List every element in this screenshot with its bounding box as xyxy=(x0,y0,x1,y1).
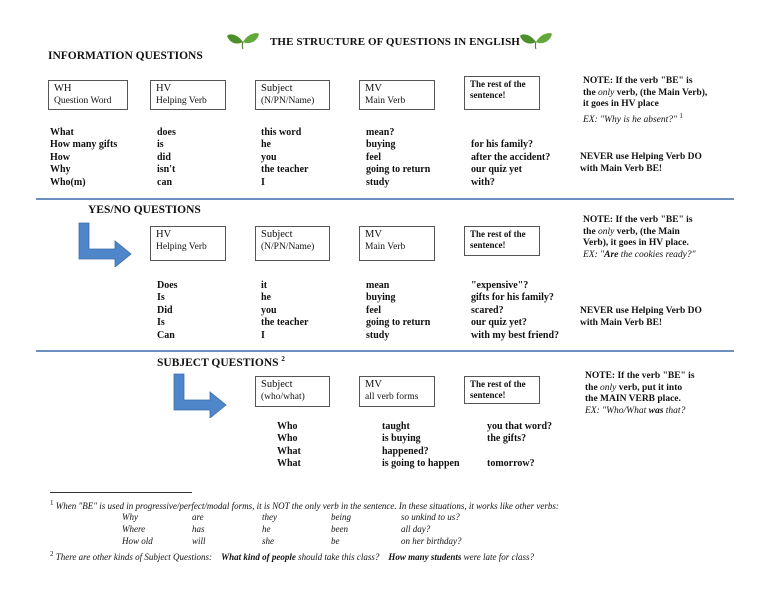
yesno-col-hv xyxy=(157,280,178,342)
subject-box-rest: The rest of the sentence! xyxy=(464,376,540,404)
info-never-note: NEVER use Helping Verb DO with Main Verb BE! xyxy=(580,152,702,174)
table-cell: How xyxy=(50,151,70,163)
subject-col-subject xyxy=(277,421,301,471)
table-cell: tomorrow? xyxy=(487,458,535,470)
subject-note: NOTE: If the verb "BE" is the only verb, put it into the MAIN VERB place. EX: "Who/What was that? xyxy=(585,371,695,416)
subject-box-subject: Subject (who/what) xyxy=(255,376,330,407)
table-cell: is going to happen xyxy=(382,458,460,470)
info-col-subject xyxy=(261,127,308,189)
info-box-wh: WH Question Word xyxy=(48,80,128,110)
table-cell: the teacher xyxy=(261,317,309,329)
yesno-note: NOTE: If the verb "BE" is the only verb, (the Main Verb), it goes in HV place. EX: "Are the cookies ready?" xyxy=(583,215,696,260)
table-cell: our quiz yet xyxy=(471,164,522,176)
yesno-box-hv: HV Helping Verb xyxy=(150,226,226,261)
example-cell: he xyxy=(262,524,271,534)
info-box-subject: Subject (N/PN/Name) xyxy=(255,80,330,110)
example-cell: they xyxy=(262,512,277,522)
table-cell: buying xyxy=(366,292,396,304)
example-cell: How old xyxy=(122,536,153,546)
yesno-col-rest xyxy=(471,280,559,342)
table-cell: Why xyxy=(50,164,71,176)
example-cell: been xyxy=(331,524,348,534)
table-cell: isn't xyxy=(157,164,176,176)
example-cell: be xyxy=(331,536,340,546)
table-cell: feel xyxy=(366,304,381,316)
table-cell: Who xyxy=(277,421,298,432)
leaf-decoration-right-icon xyxy=(519,30,553,50)
example-cell: so unkind to us? xyxy=(401,512,460,522)
table-cell: you xyxy=(261,304,277,316)
example-cell: she xyxy=(262,536,274,546)
table-cell: study xyxy=(366,176,390,188)
example-cell: Why xyxy=(122,512,138,522)
info-col-wh xyxy=(50,127,117,189)
yesno-box-subject: Subject (N/PN/Name) xyxy=(255,226,330,261)
table-cell: for his family? xyxy=(471,139,534,151)
table-cell: going to return xyxy=(366,164,431,176)
table-cell: our quiz yet? xyxy=(471,317,527,329)
table-cell: is xyxy=(157,139,164,151)
table-cell: with? xyxy=(471,176,495,188)
table-cell: it xyxy=(261,280,268,291)
table-cell: he xyxy=(261,139,271,151)
info-note: NOTE: If the verb "BE" is the only verb, (the Main Verb), it goes in HV place EX: "Why is he absent?" $^1$ xyxy=(583,76,708,125)
example-cell: Where xyxy=(122,524,146,534)
table-cell: Is xyxy=(157,317,165,329)
table-cell: Can xyxy=(157,329,175,341)
table-cell: Is xyxy=(157,292,165,304)
page-title: THE STRUCTURE OF QUESTIONS IN ENGLISH xyxy=(270,36,520,48)
table-cell: feel xyxy=(366,151,381,163)
table-cell: after the accident? xyxy=(471,151,551,163)
table-cell: going to return xyxy=(366,317,431,329)
arrow-right-icon xyxy=(172,372,228,418)
table-cell: you xyxy=(261,151,277,163)
info-box-hv: HV Helping Verb xyxy=(150,80,226,110)
table-cell: happened? xyxy=(382,445,429,457)
table-cell: buying xyxy=(366,139,396,151)
info-col-rest xyxy=(471,127,550,189)
table-cell: did xyxy=(157,151,171,163)
leaf-decoration-left-icon xyxy=(226,30,260,50)
info-col-mv xyxy=(366,127,430,189)
table-cell: taught xyxy=(382,421,410,432)
table-cell: the gifts? xyxy=(487,433,527,445)
table-cell: I xyxy=(261,329,265,341)
yesno-col-mv xyxy=(366,280,430,342)
example-cell: are xyxy=(192,512,204,522)
example-cell: on her birthday? xyxy=(401,536,462,546)
table-cell: mean xyxy=(366,280,390,291)
table-cell: scared? xyxy=(471,304,504,316)
divider-1 xyxy=(36,198,734,200)
example-cell: has xyxy=(192,524,205,534)
footnote-1: $^1$ When "BE" is used in progressive/perfect/modal forms, it is NOT the only verb in the sentence. In these situations, it works like other verbs: xyxy=(50,499,559,511)
table-cell: does xyxy=(157,127,176,138)
table-cell: you that word? xyxy=(487,421,553,432)
yesno-never-note: NEVER use Helping Verb DO with Main Verb BE! xyxy=(580,306,702,328)
table-cell: Who xyxy=(277,433,298,445)
table-cell: mean? xyxy=(366,127,395,138)
yes-no-questions-heading: YES/NO QUESTIONS xyxy=(88,204,201,216)
footnote-examples xyxy=(0,512,768,548)
table-cell: Did xyxy=(157,304,173,316)
table-cell: What xyxy=(277,458,301,470)
table-cell: gifts for his family? xyxy=(471,292,554,304)
subject-questions-heading: SUBJECT QUESTIONS $^2$ xyxy=(157,355,285,369)
table-cell: he xyxy=(261,292,271,304)
table-cell: Does xyxy=(157,280,178,291)
table-cell: What xyxy=(277,445,301,457)
table-cell: this word xyxy=(261,127,302,138)
divider-2 xyxy=(36,350,734,352)
table-cell: can xyxy=(157,176,172,188)
arrow-right-icon xyxy=(77,221,133,267)
table-cell: What xyxy=(50,127,74,138)
table-cell xyxy=(487,446,552,458)
table-cell xyxy=(471,127,550,139)
example-cell: being xyxy=(331,512,351,522)
info-col-hv xyxy=(157,127,176,189)
table-cell: I xyxy=(261,176,265,188)
table-cell: "expensive"? xyxy=(471,280,529,291)
table-cell: Who(m) xyxy=(50,176,86,188)
footnote-separator xyxy=(50,492,192,493)
table-cell: study xyxy=(366,329,390,341)
example-cell: will xyxy=(192,536,206,546)
footnote-2: $^2$ There are other kinds of Subject Questions: What kind of people should take this class? How many students were late for class? xyxy=(50,550,535,562)
table-cell: How many gifts xyxy=(50,139,118,151)
yesno-box-mv: MV Main Verb xyxy=(359,226,435,261)
table-cell: the teacher xyxy=(261,164,309,176)
table-cell: with my best friend? xyxy=(471,329,560,341)
subject-box-mv: MV all verb forms xyxy=(359,376,435,407)
table-cell: is buying xyxy=(382,433,421,445)
subject-col-rest xyxy=(487,421,552,471)
information-questions-heading: INFORMATION QUESTIONS xyxy=(48,50,203,62)
subject-col-mv xyxy=(382,421,460,471)
info-box-mv: MV Main Verb xyxy=(359,80,435,110)
yesno-col-subject xyxy=(261,280,308,342)
yesno-box-rest: The rest of the sentence! xyxy=(464,226,540,256)
example-cell: all day? xyxy=(401,524,431,534)
info-box-rest: The rest of the sentence! xyxy=(464,76,540,110)
